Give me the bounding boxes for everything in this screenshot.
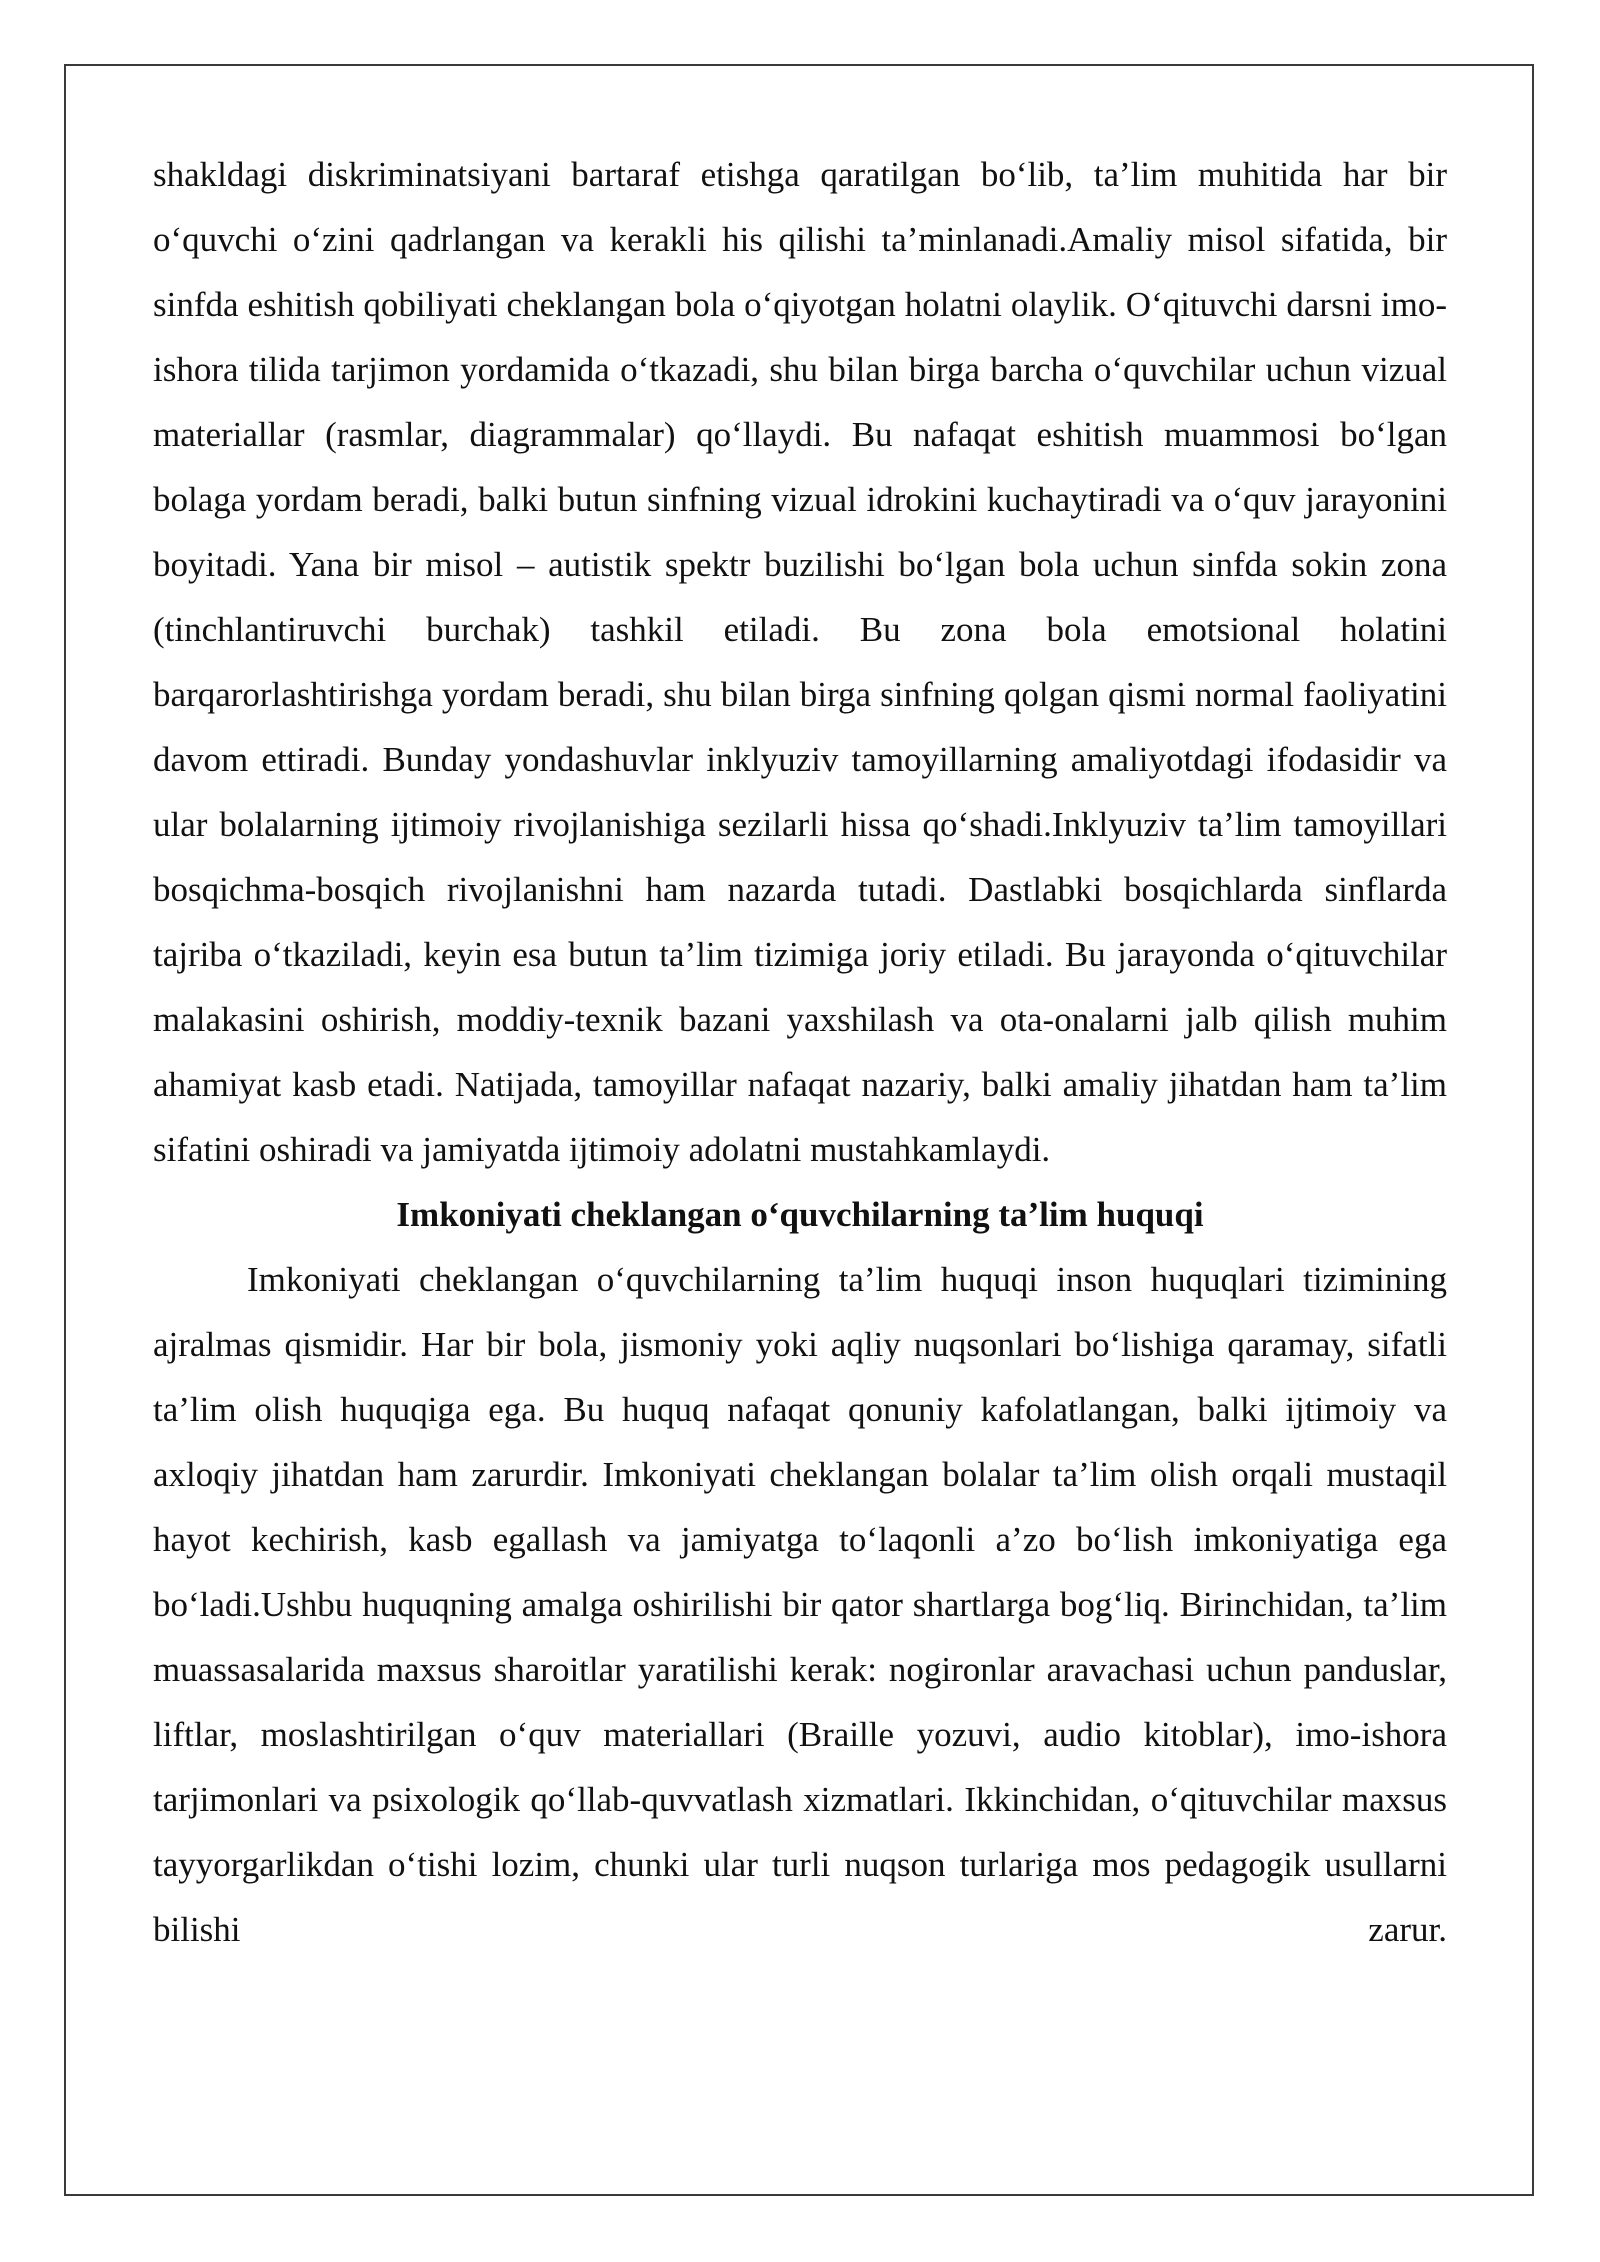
section-heading: Imkoniyati cheklangan o‘quvchilarning ta’lim huquqi	[396, 1195, 1204, 1234]
body-paragraph-1: shakldagi diskriminatsiyani bartaraf etishga qaratilgan bo‘lib, ta’lim muhitida har bir o‘quvchi o‘zini qadrlangan va kerakli his qilishi ta’minlanadi.Amaliy misol sifatida, bir sinfda eshitish qobiliyati cheklangan bola o‘qiyotgan holatni olaylik. O‘qituvchi darsni imo-ishora tilida tarjimon yordamida o‘tkazadi, shu bilan birga barcha o‘quvchilar uchun vizual materiallar (rasmlar, diagrammalar) qo‘llaydi. Bu nafaqat eshitish muammosi bo‘lgan bolaga yordam beradi, balki butun sinfning vizual idrokini kuchaytiradi va o‘quv jarayonini boyitadi. Yana bir misol – autistik spektr buzilishi bo‘lgan bola uchun sinfda sokin zona (tinchlantiruvchi burchak) tashkil etiladi. Bu zona bola emotsional holatini barqarorlashtirishga yordam beradi, shu bilan birga sinfning qolgan qismi normal faoliyatini davom ettiradi. Bunday yondashuvlar inklyuziv tamoyillarning amaliyotdagi ifodasidir va ular bolalarning ijtimoiy rivojlanishiga sezilarli hissa qo‘shadi.Inklyuziv ta’lim tamoyillari bosqichma-bosqich rivojlanishni ham nazarda tutadi. Dastlabki bosqichlarda sinflarda tajriba o‘tkaziladi, keyin esa butun ta’lim tizimiga joriy etiladi. Bu jarayonda o‘qituvchilar malakasini oshirish, moddiy-texnik bazani yaxshilash va ota-onalarni jalb qilish muhim ahamiyat kasb etadi. Natijada, tamoyillar nafaqat nazariy, balki amaliy jihatdan ham ta’lim sifatini oshiradi va jamiyatda ijtimoiy adolatni mustahkamlaydi.	[153, 155, 1447, 1169]
document-body	[153, 142, 1447, 1962]
body-paragraph-2: Imkoniyati cheklangan o‘quvchilarning ta’lim huquqi inson huquqlari tizimining ajralmas qismidir. Har bir bola, jismoniy yoki aqliy nuqsonlari bo‘lishiga qaramay, sifatli ta’lim olish huquqiga ega. Bu huquq nafaqat qonuniy kafolatlangan, balki ijtimoiy va axloqiy jihatdan ham zarurdir. Imkoniyati cheklangan bolalar ta’lim olish orqali mustaqil hayot kechirish, kasb egallash va jamiyatga to‘laqonli a’zo bo‘lish imkoniyatiga ega bo‘ladi.Ushbu huquqning amalga oshirilishi bir qator shartlarga bog‘liq. Birinchidan, ta’lim muassasalarida maxsus sharoitlar yaratilishi kerak: nogironlar aravachasi uchun panduslar, liftlar, moslashtirilgan o‘quv materiallari (Braille yozuvi, audio kitoblar), imo-ishora tarjimonlari va psixologik qo‘llab-quvvatlash xizmatlari. Ikkinchidan, o‘qituvchilar maxsus tayyorgarlikdan o‘tishi lozim, chunki ular turli nuqson turlariga mos pedagogik usullarni bilishi zarur.	[153, 1260, 1447, 1949]
